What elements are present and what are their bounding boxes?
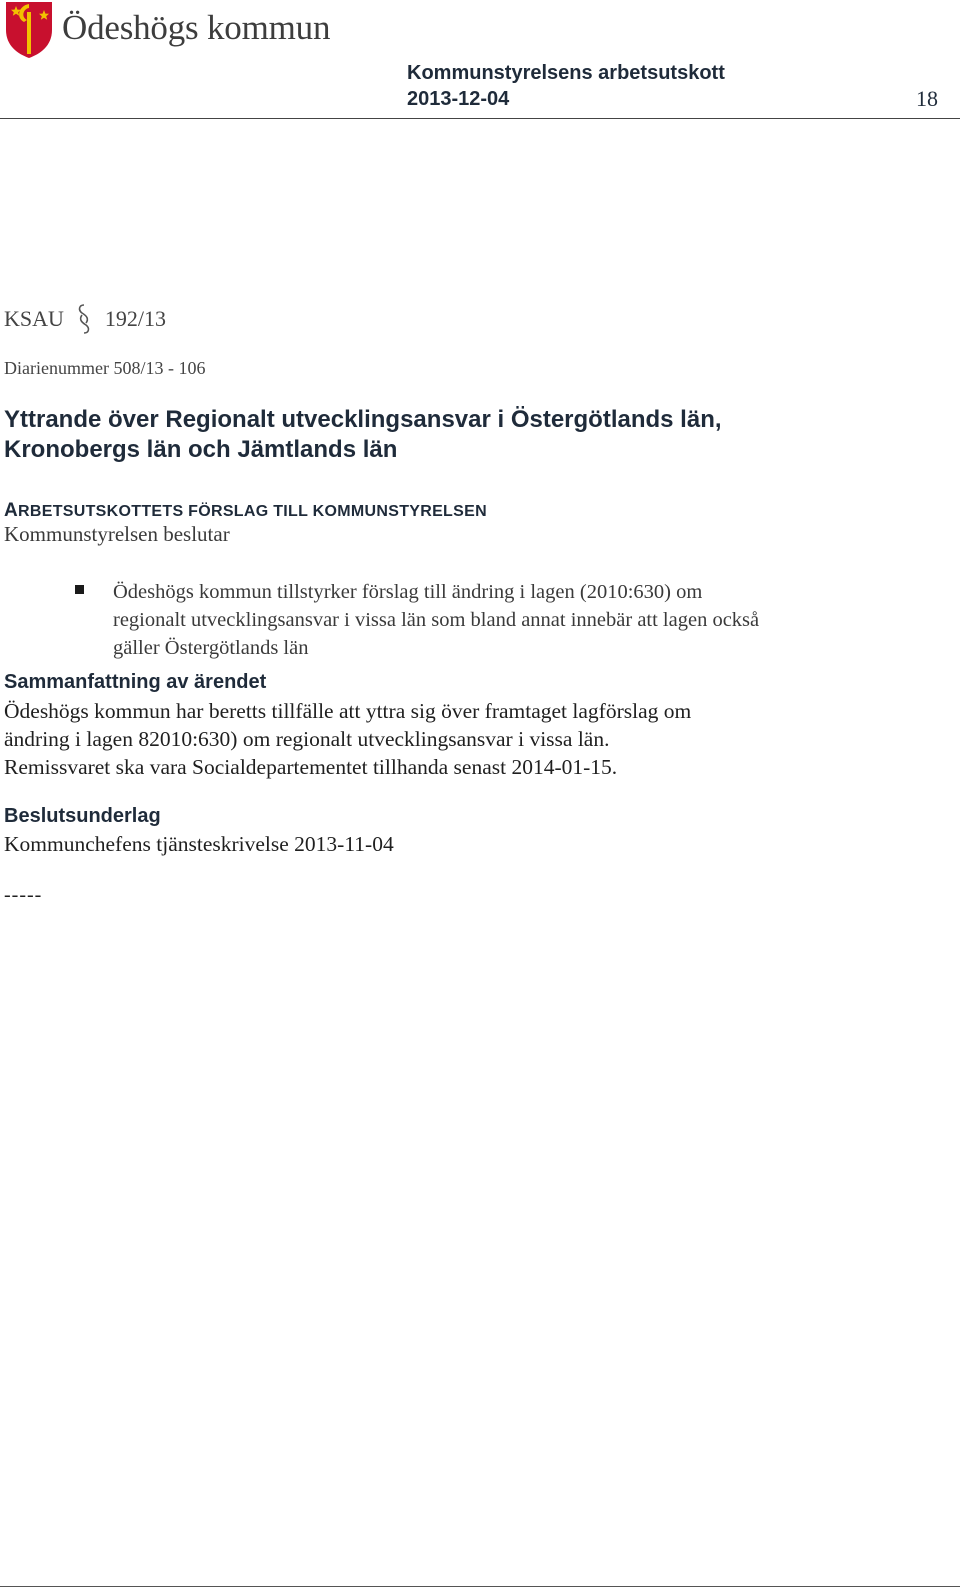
brand-name: Ödeshögs kommun	[62, 8, 331, 47]
coat-of-arms-icon	[4, 0, 54, 60]
header-info	[407, 60, 725, 112]
case-number: 192/13	[104, 306, 167, 331]
page-number: 18	[916, 86, 938, 111]
header-divider	[0, 118, 960, 119]
committee-name: Kommunstyrelsens arbetsutskott	[407, 62, 725, 84]
title-line: Yttrande över Regionalt utvecklingsansvar i Östergötlands län,	[4, 406, 722, 433]
proposal-heading-initial: A	[4, 500, 19, 521]
proposal-heading	[4, 500, 487, 522]
title-line: Kronobergs län och Jämtlands län	[4, 436, 398, 463]
diary-number: Diarienummer 508/13 - 106	[4, 358, 206, 378]
proposal-heading-rest: RBETSUTSKOTTETS FÖRSLAG TILL KOMMUNSTYRELSEN	[18, 503, 487, 520]
document-title	[4, 405, 904, 465]
page-header	[0, 0, 960, 120]
section-sign-icon	[75, 304, 93, 334]
decision-bullet-text: Ödeshögs kommun tillstyrker förslag till ändring i lagen (2010:630) om regionalt utvecklingsansvar i vissa län som bland annat innebär att lagen också gäller Östergötlands län	[113, 581, 760, 659]
summary-heading: Sammanfattning av ärendet	[4, 671, 267, 693]
summary-line: Remissvaret ska vara Socialdepartementet tillhanda senast 2014-01-15.	[4, 755, 618, 779]
summary-line: ändring i lagen 82010:630) om regionalt utvecklingsansvar i vissa län.	[4, 727, 610, 751]
decision-intro: Kommunstyrelsen beslutar	[4, 522, 230, 546]
meeting-date: 2013-12-04	[407, 88, 510, 110]
footer-divider	[0, 1586, 960, 1587]
case-prefix: KSAU	[4, 306, 64, 331]
basis-heading: Beslutsunderlag	[4, 805, 161, 827]
municipality-logo	[4, 0, 330, 60]
square-bullet-icon	[75, 585, 84, 594]
summary-line: Ödeshögs kommun har beretts tillfälle att yttra sig över framtaget lagförslag om	[4, 699, 692, 723]
summary-body	[4, 697, 904, 781]
basis-text: Kommunchefens tjänsteskrivelse 2013-11-04	[4, 832, 394, 856]
section-separator: -----	[4, 884, 43, 906]
case-reference	[4, 304, 166, 334]
